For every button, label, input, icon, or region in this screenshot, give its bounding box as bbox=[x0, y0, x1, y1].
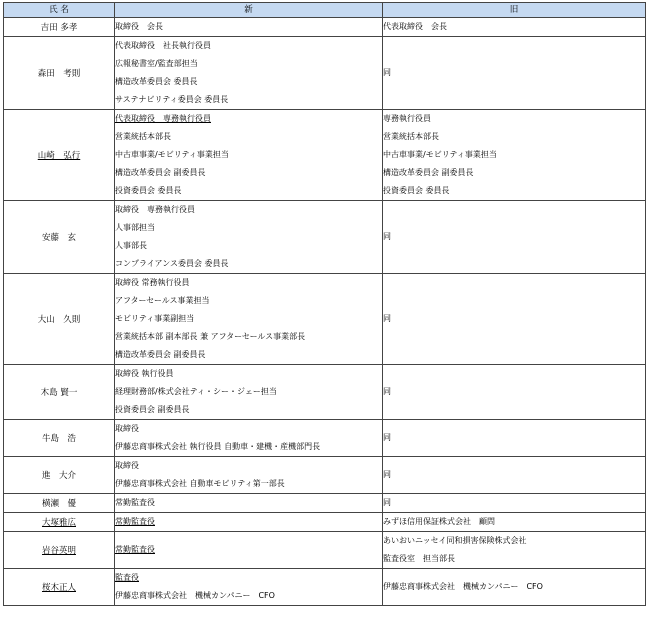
new-role-line: 人事部担当 bbox=[115, 223, 155, 232]
new-position-cell bbox=[115, 494, 383, 513]
new-position-cell bbox=[115, 201, 383, 274]
new-role-line: モビリティ事業副担当 bbox=[115, 314, 195, 323]
old-position-cell bbox=[383, 365, 646, 420]
new-role-line: 取締役 bbox=[115, 424, 139, 433]
new-position-cell bbox=[115, 569, 383, 606]
officer-name: 安藤 玄 bbox=[4, 201, 115, 274]
new-role-line: 営業統括本部 副本部長 兼 アフターセールス事業部長 bbox=[115, 332, 306, 341]
new-position-cell bbox=[115, 532, 383, 569]
old-position-cell bbox=[383, 110, 646, 201]
officer-name: 大塚雅広 bbox=[41, 518, 76, 528]
new-role-line: 代表取締役 専務執行役員 bbox=[115, 114, 211, 123]
new-position-cell bbox=[115, 365, 383, 420]
new-role-line: コンプライアンス委員会 委員長 bbox=[115, 259, 229, 268]
old-role-line: 代表取締役 会長 bbox=[383, 22, 447, 31]
table-row bbox=[4, 494, 646, 513]
new-role-line: 取締役 bbox=[115, 461, 139, 470]
new-role-line: 投資委員会 委員長 bbox=[115, 186, 182, 195]
header-name: 氏 名 bbox=[4, 3, 115, 18]
old-position-cell bbox=[383, 420, 646, 457]
new-role-line: 取締役 会長 bbox=[115, 22, 163, 31]
officer-name-cell bbox=[4, 513, 115, 532]
new-role-line: 常勤監査役 bbox=[115, 517, 155, 526]
table-row bbox=[4, 513, 646, 532]
header-old: 旧 bbox=[383, 3, 646, 18]
old-role-line: 同 bbox=[383, 314, 391, 323]
old-position-cell bbox=[383, 494, 646, 513]
new-role-line: 伊藤忠商事株式会社 執行役員 自動車・建機・産機部門長 bbox=[115, 442, 321, 451]
new-role-line: サステナビリティ委員会 委員長 bbox=[115, 95, 229, 104]
old-role-line: 監査役室 担当部長 bbox=[383, 554, 455, 563]
old-role-line: 同 bbox=[383, 232, 391, 241]
old-role-line: 営業統括本部長 bbox=[383, 132, 439, 141]
officer-name-cell bbox=[4, 110, 115, 201]
new-position-cell bbox=[115, 18, 383, 37]
new-position-cell bbox=[115, 457, 383, 494]
old-position-cell bbox=[383, 532, 646, 569]
new-position-cell bbox=[115, 37, 383, 110]
new-role-line: 監査役 bbox=[115, 573, 139, 582]
new-role-line: 広報秘書室/監査部担当 bbox=[115, 59, 198, 68]
old-role-line: 伊藤忠商事株式会社 機械カンパニー CFO bbox=[383, 582, 543, 591]
old-role-line: あいおいニッセイ同和損害保険株式会社 bbox=[383, 536, 527, 545]
new-role-line: 構造改革委員会 委員長 bbox=[115, 77, 198, 86]
new-position-cell bbox=[115, 274, 383, 365]
new-role-line: 取締役 常務執行役員 bbox=[115, 278, 190, 287]
table-row bbox=[4, 365, 646, 420]
officer-table bbox=[3, 2, 646, 606]
old-role-line: 同 bbox=[383, 433, 391, 442]
officer-name: 森田 考則 bbox=[4, 37, 115, 110]
header-row bbox=[4, 3, 646, 18]
officer-name: 横瀬 優 bbox=[4, 494, 115, 513]
new-role-line: 常勤監査役 bbox=[115, 498, 155, 507]
old-position-cell bbox=[383, 37, 646, 110]
old-position-cell bbox=[383, 18, 646, 37]
new-role-line: 構造改革委員会 副委員長 bbox=[115, 168, 206, 177]
officer-name-cell bbox=[4, 532, 115, 569]
old-role-line: 中古車事業/モビリティ事業担当 bbox=[383, 150, 497, 159]
old-role-line: 同 bbox=[383, 498, 391, 507]
old-role-line: 投資委員会 委員長 bbox=[383, 186, 450, 195]
new-role-line: 構造改革委員会 副委員長 bbox=[115, 350, 206, 359]
officer-name-cell bbox=[4, 569, 115, 606]
old-role-line: 専務執行役員 bbox=[383, 114, 431, 123]
table-row bbox=[4, 18, 646, 37]
table-row bbox=[4, 37, 646, 110]
officer-name: 山崎 弘行 bbox=[37, 151, 81, 161]
table-row bbox=[4, 569, 646, 606]
table-row bbox=[4, 201, 646, 274]
new-role-line: 代表取締役 社長執行役員 bbox=[115, 41, 211, 50]
old-position-cell bbox=[383, 201, 646, 274]
new-position-cell bbox=[115, 420, 383, 457]
old-role-line: 同 bbox=[383, 387, 391, 396]
officer-name: 岩谷英明 bbox=[41, 546, 76, 556]
new-role-line: アフターセールス事業担当 bbox=[115, 296, 210, 305]
new-position-cell bbox=[115, 513, 383, 532]
old-position-cell bbox=[383, 457, 646, 494]
new-role-line: 伊藤忠商事株式会社 自動車モビリティ第一部長 bbox=[115, 479, 285, 488]
new-role-line: 中古車事業/モビリティ事業担当 bbox=[115, 150, 229, 159]
new-role-line: 取締役 執行役員 bbox=[115, 369, 174, 378]
officer-name: 吉田 多孝 bbox=[4, 18, 115, 37]
new-role-line: 営業統括本部長 bbox=[115, 132, 171, 141]
old-role-line: 同 bbox=[383, 68, 391, 77]
officer-name: 牛島 浩 bbox=[4, 420, 115, 457]
old-position-cell bbox=[383, 513, 646, 532]
new-role-line: 投資委員会 副委員長 bbox=[115, 405, 190, 414]
table-row bbox=[4, 274, 646, 365]
table-row bbox=[4, 110, 646, 201]
old-position-cell bbox=[383, 569, 646, 606]
table-row bbox=[4, 532, 646, 569]
new-role-line: 常勤監査役 bbox=[115, 545, 155, 554]
new-role-line: 伊藤忠商事株式会社 機械カンパニー CFO bbox=[115, 591, 275, 600]
old-position-cell bbox=[383, 274, 646, 365]
new-role-line: 取締役 専務執行役員 bbox=[115, 205, 195, 214]
table-row bbox=[4, 457, 646, 494]
officer-name: 木島 賢一 bbox=[4, 365, 115, 420]
officer-name: 進 大介 bbox=[4, 457, 115, 494]
old-role-line: 同 bbox=[383, 470, 391, 479]
officer-name: 桜木正人 bbox=[41, 583, 76, 593]
new-position-cell bbox=[115, 110, 383, 201]
old-role-line: 構造改革委員会 副委員長 bbox=[383, 168, 474, 177]
old-role-line: みずほ信用保証株式会社 顧問 bbox=[383, 517, 495, 526]
officer-name: 大山 久則 bbox=[4, 274, 115, 365]
table-row bbox=[4, 420, 646, 457]
header-new: 新 bbox=[115, 3, 383, 18]
new-role-line: 人事部長 bbox=[115, 241, 147, 250]
new-role-line: 経理財務部/株式会社ティ・シー・ジェー担当 bbox=[115, 387, 277, 396]
